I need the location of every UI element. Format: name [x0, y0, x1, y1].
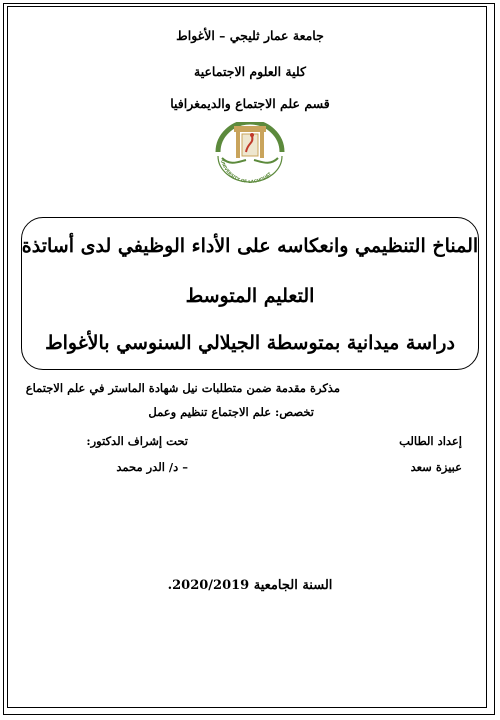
faculty-name: كلية العلوم الاجتماعية	[194, 64, 306, 79]
thesis-title-line-2: التعليم المتوسط	[185, 285, 315, 307]
supervisor-name: – د/ الدر محمد	[116, 460, 188, 474]
thesis-subtitle: دراسة ميدانية بمتوسطة الجيلالي السنوسي بالأغواط	[45, 332, 455, 354]
university-logo	[208, 122, 292, 184]
prepared-by-label: إعداد الطالب	[399, 434, 462, 448]
specialization: تخصص: علم الاجتماع تنظيم وعمل	[148, 405, 314, 419]
supervision-label: تحت إشراف الدكتور:	[86, 434, 188, 448]
student-name: عبيزة سعد	[410, 460, 462, 474]
university-name: جامعة عمار ثليجي – الأغواط	[176, 28, 324, 43]
academic-year: السنة الجامعية 2020/2019.	[167, 578, 333, 593]
department-name: قسم علم الاجتماع والديمغرافيا	[170, 96, 330, 111]
thesis-title-line-1: المناخ التنظيمي وانعكاسه على الأداء الوظيفي لدى أساتذة	[21, 235, 479, 257]
logo-text: UNIVERSITY OF LAGHOUAT	[219, 159, 273, 184]
memo-description: مذكرة مقدمة ضمن متطلبات نيل شهادة الماستر في علم الاجتماع	[25, 381, 340, 395]
